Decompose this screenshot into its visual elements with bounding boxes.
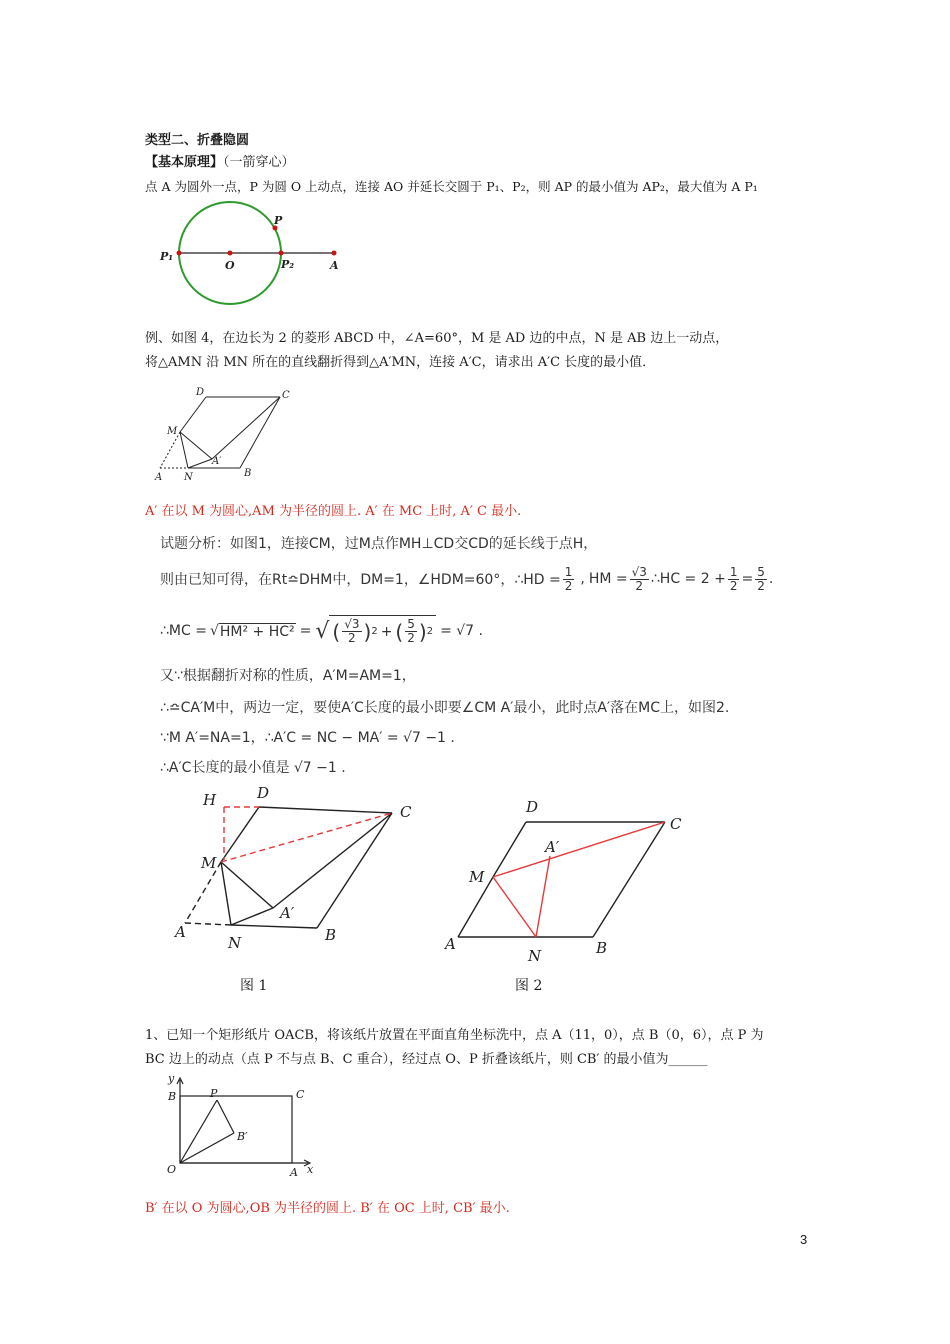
solution-line-5: ∴≏CA′M中，两边一定，要使A′C长度的最小即要∠CM A′最小，此时点A′落在MC上，如图2. (160, 700, 730, 716)
label-a: A (155, 472, 163, 483)
label-c: C (400, 803, 412, 821)
label-n: N (228, 934, 242, 952)
label-b-prime: B′ (237, 1130, 248, 1143)
point-a (332, 251, 337, 256)
hint-text-1: A′ 在以 M 为圆心,AM 为半径的圆上. A′ 在 MC 上时, A′ C 最小. (145, 504, 522, 519)
hint-text-2: B′ 在以 O 为圆心,OB 为半径的圆上. B′ 在 OC 上时, CB′ 最小. (145, 1201, 510, 1216)
point-p2 (279, 251, 284, 256)
frac-5-2: $\frac{5}{2}$ (407, 617, 415, 645)
frac-half: $\frac{1}{2}$ (729, 564, 738, 593)
frac-hd: $\frac{1}{2}$ (564, 564, 573, 593)
solution-l2d: = (741, 571, 754, 587)
solution-l6a: ∵M A′=NA=1，∴ (160, 730, 274, 746)
label-c: C (282, 390, 290, 401)
label-o: O (225, 259, 235, 272)
label-p1: P₁ (160, 250, 174, 263)
problem-1-line-2: BC 边上的动点（点 P 不与点 B、C 重合），经过点 O、P 折叠该纸片，则 CB′ 的最小值为______ (145, 1052, 708, 1067)
label-m: M (469, 868, 485, 886)
label-p2: P₂ (281, 258, 295, 271)
solution-l3e: = √7 . (440, 623, 483, 639)
frac-s3-2: $\frac{√3}{2}$ (344, 617, 360, 645)
solution-l3c: = (299, 623, 312, 639)
solution-line-1: 试题分析：如图1，连接CM，过M点作MH⊥CD交CD的延长线于点H， (160, 536, 598, 552)
line-mn (493, 877, 536, 937)
label-n: N (184, 472, 193, 483)
circle-figure (150, 195, 360, 310)
solution-l6b: A′C = NC − MA′ = √7 −1 . (273, 730, 455, 746)
label-a: A (330, 259, 339, 272)
page-number: 3 (800, 1232, 808, 1247)
label-m: M (201, 854, 217, 872)
label-m: M (167, 426, 178, 437)
principle-label: 【基本原理】 (145, 155, 224, 170)
principle-note: （一箭穿心） (223, 155, 295, 170)
figure-1-caption: 图 1 (240, 978, 268, 994)
example-line-1: 例、如图 4，在边长为 2 的菱形 ABCD 中，∠A=60°，M 是 AD 边的中点，N 是 AB 边上一动点， (145, 331, 729, 346)
label-n: N (528, 947, 542, 965)
label-b: B (244, 468, 252, 479)
label-p: P (274, 214, 283, 227)
example-line-2: 将△AMN 沿 MN 所在的直线翻折得到△A′MN，连接 A′C，请求出 A′C 长度的最小值． (145, 355, 656, 370)
figure-2 (440, 795, 690, 965)
problem-1-line-1: 1、已知一个矩形纸片 OACB，将该纸片放置在平面直角坐标洗中，点 A（11，0），点 B（0，6），点 P 为 (145, 1028, 764, 1043)
line-mc (493, 822, 665, 877)
rect-figure (160, 1070, 340, 1182)
label-c: C (296, 1088, 305, 1101)
solution-line-3: ∴MC = √ HM² + HC² = √ ( $\frac{√3}{2}$ ) 2 + ( $\frac{5}{2}$ ) 2 = √7 . (160, 617, 483, 645)
label-a: A (175, 923, 186, 941)
principle-text: 点 A 为圆外一点，P 为圆 O 上动点，连接 AO 并延长交圆于 P₁、P₂，则 AP 的最小值为 AP₂，最大值为 A P₁ (145, 179, 758, 194)
label-o: O (167, 1163, 177, 1176)
label-c: C (670, 815, 682, 833)
label-b: B (325, 926, 337, 944)
solution-line-2: 则由已知可得，在Rt≏DHM中，DM=1，∠HDM=60°，∴HD = $\frac{1}{2}$ , HM = $\frac{√3}{2}$ ∴HC = 2 + $\frac{1}{2}$ = $\frac{5}{2}$ . (160, 564, 774, 593)
label-d: D (257, 784, 270, 802)
figure-1 (165, 780, 425, 955)
label-a-prime: A′ (545, 838, 560, 856)
solution-l2a: 则由已知可得，在Rt≏DHM中，DM=1，∠HDM=60°，∴HD = (160, 572, 561, 588)
label-b: B (168, 1090, 177, 1103)
label-a-prime: A′ (212, 456, 222, 467)
point-o (228, 251, 233, 256)
solution-l3a: ∴MC = (160, 623, 207, 639)
rhombus-small-figure (150, 382, 295, 487)
label-y: y (168, 1072, 175, 1085)
solution-l2c: ∴HC = 2 + (650, 571, 726, 587)
label-d: D (526, 798, 539, 816)
rectangle-oacb (180, 1096, 292, 1163)
label-b: B (596, 939, 608, 957)
solution-l3d: + (380, 623, 393, 640)
solution-line-4: 又∵根据翻折对称的性质，A′M=AM=1， (160, 668, 416, 684)
label-a: A (290, 1166, 298, 1179)
label-x: x (307, 1163, 314, 1176)
frac-hm: $\frac{√3}{2}$ (631, 564, 647, 593)
solution-line-7: ∴A′C长度的最小值是 √7 −1 . (160, 760, 346, 776)
solution-l2b: HM = (588, 571, 628, 587)
point-p1 (177, 251, 182, 256)
label-p: P (210, 1087, 218, 1100)
label-d: D (196, 387, 205, 398)
line-a-prime-n (536, 856, 550, 937)
line-mc (221, 813, 392, 862)
solution-l3b: HM² + HC² (219, 623, 295, 640)
principle-heading (145, 154, 295, 172)
solution-line-6 (160, 727, 455, 747)
frac-five-halves: $\frac{5}{2}$ (757, 564, 765, 593)
figure-2-caption: 图 2 (515, 978, 543, 994)
label-h: H (203, 791, 217, 809)
label-a-prime: A′ (280, 904, 295, 922)
section-title: 类型二、折叠隐圆 (145, 133, 250, 148)
label-a: A (445, 935, 456, 953)
